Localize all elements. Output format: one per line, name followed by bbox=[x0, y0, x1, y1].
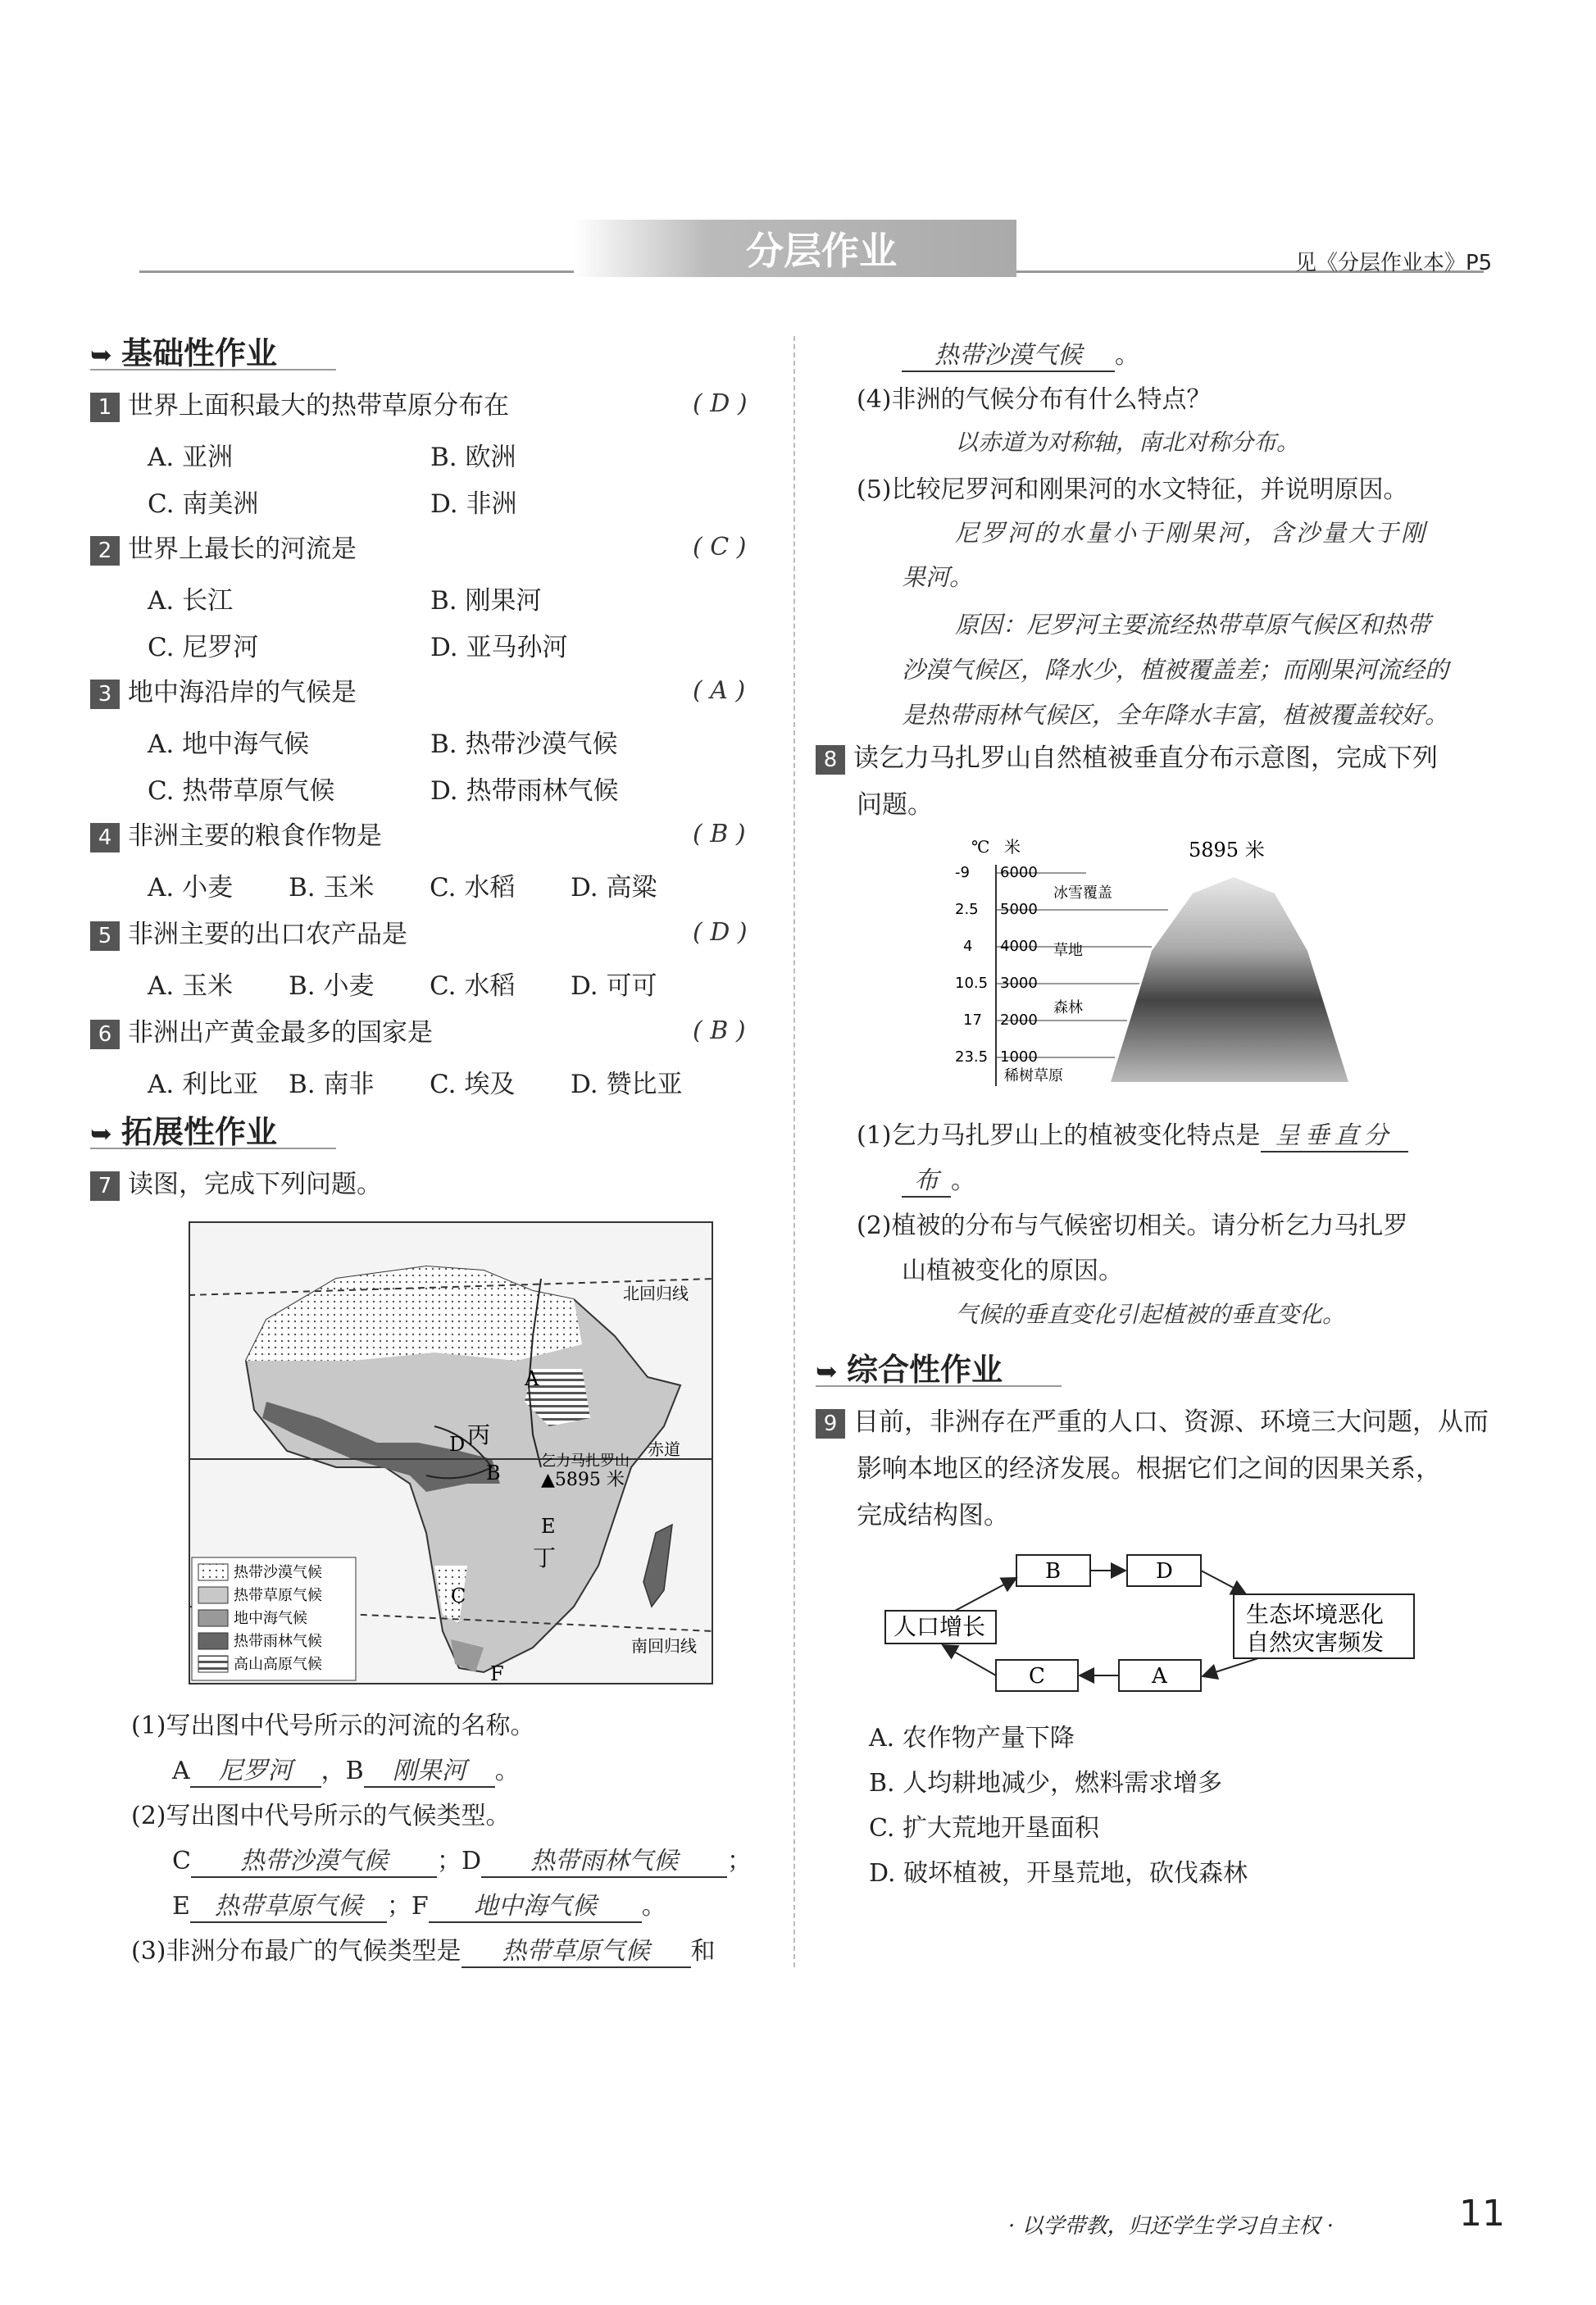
q8-s2: (2)植被的分布与气候密切相关。请分析乞力马扎罗 bbox=[857, 1212, 1408, 1240]
q9-option: B. 人均耕地减少，燃料需求增多 bbox=[869, 1769, 1223, 1798]
arrow bbox=[1203, 1658, 1258, 1676]
temp-label: 23.5 bbox=[955, 1048, 989, 1066]
answer-blank: 热带沙漠气候 bbox=[902, 334, 1115, 372]
option: C. 水稻 bbox=[430, 873, 516, 902]
legend-item: 高山高原气候 bbox=[234, 1656, 322, 1673]
question-number: 1 bbox=[90, 393, 120, 422]
temp-label: -9 bbox=[955, 864, 970, 881]
question-number: 8 bbox=[816, 745, 845, 775]
map-label-bing: 丙 bbox=[467, 1421, 491, 1448]
q7-s5-answer-5: 是热带雨林气候区，全年降水丰富，植被覆盖较好。 bbox=[902, 701, 1449, 729]
option: A. 利比亚 bbox=[148, 1070, 259, 1099]
box-pop-label: 人口增长 bbox=[893, 1613, 986, 1640]
option: B. 热带沙漠气候 bbox=[430, 730, 618, 759]
question-stem: 1 世界上面积最大的热带草原分布在 bbox=[90, 389, 509, 422]
box-d-label: D bbox=[1156, 1559, 1173, 1584]
temp-label: 17 bbox=[963, 1012, 982, 1029]
option: D. 赞比亚 bbox=[571, 1070, 683, 1099]
map-label-d: D bbox=[449, 1433, 466, 1456]
question-number: 3 bbox=[90, 680, 120, 709]
answer-blank: 布 bbox=[902, 1160, 951, 1198]
question-number: 2 bbox=[90, 536, 120, 566]
option: D. 高粱 bbox=[571, 873, 657, 902]
box-b-label: B bbox=[1045, 1559, 1062, 1584]
answer-blank: 热带草原气候 bbox=[462, 1930, 691, 1968]
arrow bbox=[955, 1578, 1016, 1611]
q7-s1: (1)写出图中代号所示的河流的名称。 bbox=[131, 1712, 535, 1740]
section-underline bbox=[90, 1148, 336, 1149]
option: B. 刚果河 bbox=[430, 586, 542, 616]
question-stem: 2 世界上最长的河流是 bbox=[90, 533, 357, 566]
column-divider bbox=[793, 336, 795, 1967]
q8-s2-answer: 气候的垂直变化引起植被的垂直变化。 bbox=[955, 1301, 1346, 1328]
q7-s5-answer-3: 原因：尼罗河主要流经热带草原气候区和热带 bbox=[955, 611, 1431, 639]
q8-stem-2: 问题。 bbox=[857, 790, 933, 820]
q7-s2-answers-2: E 热带草原气候 ；F 地中海气候 。 bbox=[172, 1885, 666, 1923]
option: C. 水稻 bbox=[430, 971, 516, 1001]
zone-label: 森林 bbox=[1053, 999, 1083, 1016]
unit-meter: 米 bbox=[1004, 837, 1021, 857]
answer-blank: 地中海气候 bbox=[429, 1885, 642, 1923]
question-number: 4 bbox=[90, 823, 120, 852]
page-number: 11 bbox=[1459, 2193, 1505, 2235]
option: B. 小麦 bbox=[289, 971, 375, 1001]
peak-label: 5895 米 bbox=[1189, 839, 1265, 862]
answer-bracket: ( A ) bbox=[693, 676, 746, 705]
answer-blank: 呈垂直分 bbox=[1261, 1115, 1408, 1152]
mountain-label: 乞力马扎罗山 bbox=[541, 1453, 630, 1470]
q9-stem-3: 完成结构图。 bbox=[857, 1501, 1009, 1530]
question-stem: 5 非洲主要的出口农产品是 bbox=[90, 918, 407, 951]
answer-blank: 热带雨林气候 bbox=[481, 1840, 727, 1878]
height-label: 4000 bbox=[1000, 938, 1038, 955]
tropic-north-label: 北回归线 bbox=[623, 1284, 689, 1303]
option: D. 热带雨林气候 bbox=[430, 776, 619, 806]
answer-blank: 刚果河 bbox=[364, 1750, 495, 1788]
q8-s2-cont: 山植被变化的原因。 bbox=[902, 1257, 1123, 1285]
option: C. 尼罗河 bbox=[148, 633, 259, 662]
height-label: 5000 bbox=[1000, 901, 1038, 918]
answer-blank: 热带草原气候 bbox=[190, 1885, 387, 1923]
q7-s5: (5)比较尼罗河和刚果河的水文特征，并说明原因。 bbox=[857, 475, 1408, 504]
q7-s4-answer: 以赤道为对称轴，南北对称分布。 bbox=[955, 429, 1300, 456]
q9-stem-2: 影响本地区的经济发展。根据它们之间的因果关系， bbox=[857, 1454, 1441, 1484]
q9-option: D. 破坏植被，开垦荒地，砍伐森林 bbox=[869, 1859, 1248, 1888]
arrow-icon: ➥ bbox=[816, 1356, 847, 1387]
option: D. 亚马孙河 bbox=[430, 633, 568, 662]
temp-label: 2.5 bbox=[955, 901, 979, 918]
equator-label: 赤道 bbox=[648, 1439, 680, 1459]
temp-label: 4 bbox=[963, 938, 973, 955]
kilimanjaro-figure bbox=[955, 828, 1365, 1098]
q7-stem: 7 读图，完成下列问题。 bbox=[90, 1168, 382, 1201]
section-basic: ➥ 基础性作业 bbox=[90, 335, 277, 371]
section-comprehensive: ➥ 综合性作业 bbox=[816, 1352, 1003, 1388]
map-legend bbox=[192, 1557, 356, 1680]
tropic-south-label: 南回归线 bbox=[631, 1636, 697, 1656]
africa-map bbox=[189, 1221, 713, 1684]
arrow bbox=[1201, 1571, 1246, 1594]
cause-effect-diagram bbox=[881, 1545, 1439, 1701]
temp-label: 10.5 bbox=[955, 975, 989, 992]
answer-blank: 热带沙漠气候 bbox=[191, 1840, 437, 1878]
legend-item: 地中海气候 bbox=[234, 1610, 307, 1627]
box-eco-label-1: 生态坏境恶化 bbox=[1246, 1601, 1385, 1628]
option: D. 非洲 bbox=[430, 489, 517, 519]
option: A. 长江 bbox=[148, 586, 234, 616]
section-extend: ➥ 拓展性作业 bbox=[90, 1114, 277, 1150]
q8-s1-cont: 布 。 bbox=[902, 1160, 975, 1198]
zone-label: 草地 bbox=[1053, 942, 1083, 959]
mountain-height: ▲5895 米 bbox=[541, 1470, 625, 1490]
question-number: 5 bbox=[90, 921, 120, 951]
legend-item: 热带草原气候 bbox=[234, 1587, 322, 1604]
map-label-c: C bbox=[451, 1584, 466, 1607]
question-number: 6 bbox=[90, 1020, 120, 1049]
answer-bracket: ( B ) bbox=[693, 820, 746, 848]
mountain-shape bbox=[1111, 877, 1348, 1082]
q7-s3-cont: 热带沙漠气候 。 bbox=[902, 334, 1139, 372]
option: A. 小麦 bbox=[148, 873, 234, 902]
legend-item: 热带雨林气候 bbox=[234, 1633, 322, 1650]
answer-blank: 尼罗河 bbox=[190, 1750, 321, 1788]
map-label-a: A bbox=[525, 1367, 539, 1390]
map-label-ding: 丁 bbox=[533, 1544, 557, 1571]
footer-motto: · 以学带教，归还学生学习自主权 · bbox=[1008, 2214, 1335, 2239]
section-underline bbox=[816, 1385, 1062, 1387]
q9-option: C. 扩大荒地开垦面积 bbox=[869, 1814, 1099, 1843]
height-label: 1000 bbox=[1000, 1048, 1038, 1066]
q7-s3: (3)非洲分布最广的气候类型是 热带草原气候 和 bbox=[131, 1930, 716, 1968]
zone-label: 冰雪覆盖 bbox=[1053, 884, 1112, 902]
question-stem: 4 非洲主要的粮食作物是 bbox=[90, 820, 382, 852]
section-underline bbox=[90, 369, 336, 371]
q8-s1: (1)乞力马扎罗山上的植被变化特点是 呈垂直分 bbox=[857, 1115, 1408, 1152]
option: B. 南非 bbox=[289, 1070, 375, 1099]
q7-s5-answer-1: 尼罗河的水量小于刚果河，含沙量大于刚 bbox=[955, 519, 1428, 547]
map-label-b: B bbox=[486, 1462, 501, 1484]
q9-stem: 9 目前，非洲存在严重的人口、资源、环境三大问题，从而 bbox=[816, 1406, 1489, 1439]
header-title: 分层作业 bbox=[746, 229, 897, 273]
map-label-e: E bbox=[541, 1515, 556, 1538]
option: C. 南美洲 bbox=[148, 489, 259, 519]
box-eco-label-2: 自然灾害频发 bbox=[1246, 1629, 1385, 1656]
arrow-icon: ➥ bbox=[90, 1118, 121, 1149]
option: C. 热带草原气候 bbox=[148, 776, 335, 806]
q8-stem: 8 读乞力马扎罗山自然植被垂直分布示意图，完成下列 bbox=[816, 742, 1438, 775]
answer-bracket: ( C ) bbox=[693, 533, 747, 561]
question-stem: 3 地中海沿岸的气候是 bbox=[90, 676, 357, 709]
answer-bracket: ( D ) bbox=[693, 389, 748, 418]
header-ref: 见《分层作业本》P5 bbox=[1295, 251, 1493, 275]
answer-bracket: ( B ) bbox=[693, 1016, 746, 1045]
box-a-label: A bbox=[1152, 1664, 1167, 1689]
q9-option: A. 农作物产量下降 bbox=[869, 1724, 1075, 1753]
q7-s1-answers: A 尼罗河 ，B 刚果河 。 bbox=[172, 1750, 520, 1788]
zone-label: 稀树草原 bbox=[1004, 1067, 1063, 1084]
q7-s4: (4)非洲的气候分布有什么特点？ bbox=[857, 385, 1212, 414]
question-stem: 6 非洲出产黄金最多的国家是 bbox=[90, 1016, 433, 1049]
option: A. 亚洲 bbox=[148, 443, 234, 472]
q7-s2: (2)写出图中代号所示的气候类型。 bbox=[131, 1802, 511, 1830]
option: C. 埃及 bbox=[430, 1070, 516, 1099]
question-number: 9 bbox=[816, 1409, 845, 1439]
map-label-f: F bbox=[490, 1662, 504, 1684]
q7-s5-answer-2: 果河。 bbox=[902, 563, 974, 591]
height-label: 6000 bbox=[1000, 864, 1038, 881]
q7-s5-answer-4: 沙漠气候区，降水少，植被覆盖差；而刚果河流经的 bbox=[902, 656, 1449, 684]
option: B. 欧洲 bbox=[430, 443, 516, 472]
option: B. 玉米 bbox=[289, 873, 375, 902]
answer-bracket: ( D ) bbox=[693, 918, 748, 947]
arrow bbox=[943, 1645, 996, 1675]
option: A. 地中海气候 bbox=[148, 730, 310, 759]
option: A. 玉米 bbox=[148, 971, 234, 1001]
height-label: 2000 bbox=[1000, 1012, 1038, 1029]
legend-item: 热带沙漠气候 bbox=[234, 1564, 322, 1581]
unit-celsius: ℃ bbox=[971, 837, 990, 857]
option: D. 可可 bbox=[571, 971, 657, 1001]
q7-s2-answers-1: C 热带沙漠气候 ；D 热带雨林气候 ； bbox=[172, 1840, 752, 1878]
height-label: 3000 bbox=[1000, 975, 1038, 992]
arrow-icon: ➥ bbox=[90, 339, 121, 371]
question-number: 7 bbox=[90, 1171, 120, 1201]
box-c-label: C bbox=[1029, 1664, 1045, 1689]
